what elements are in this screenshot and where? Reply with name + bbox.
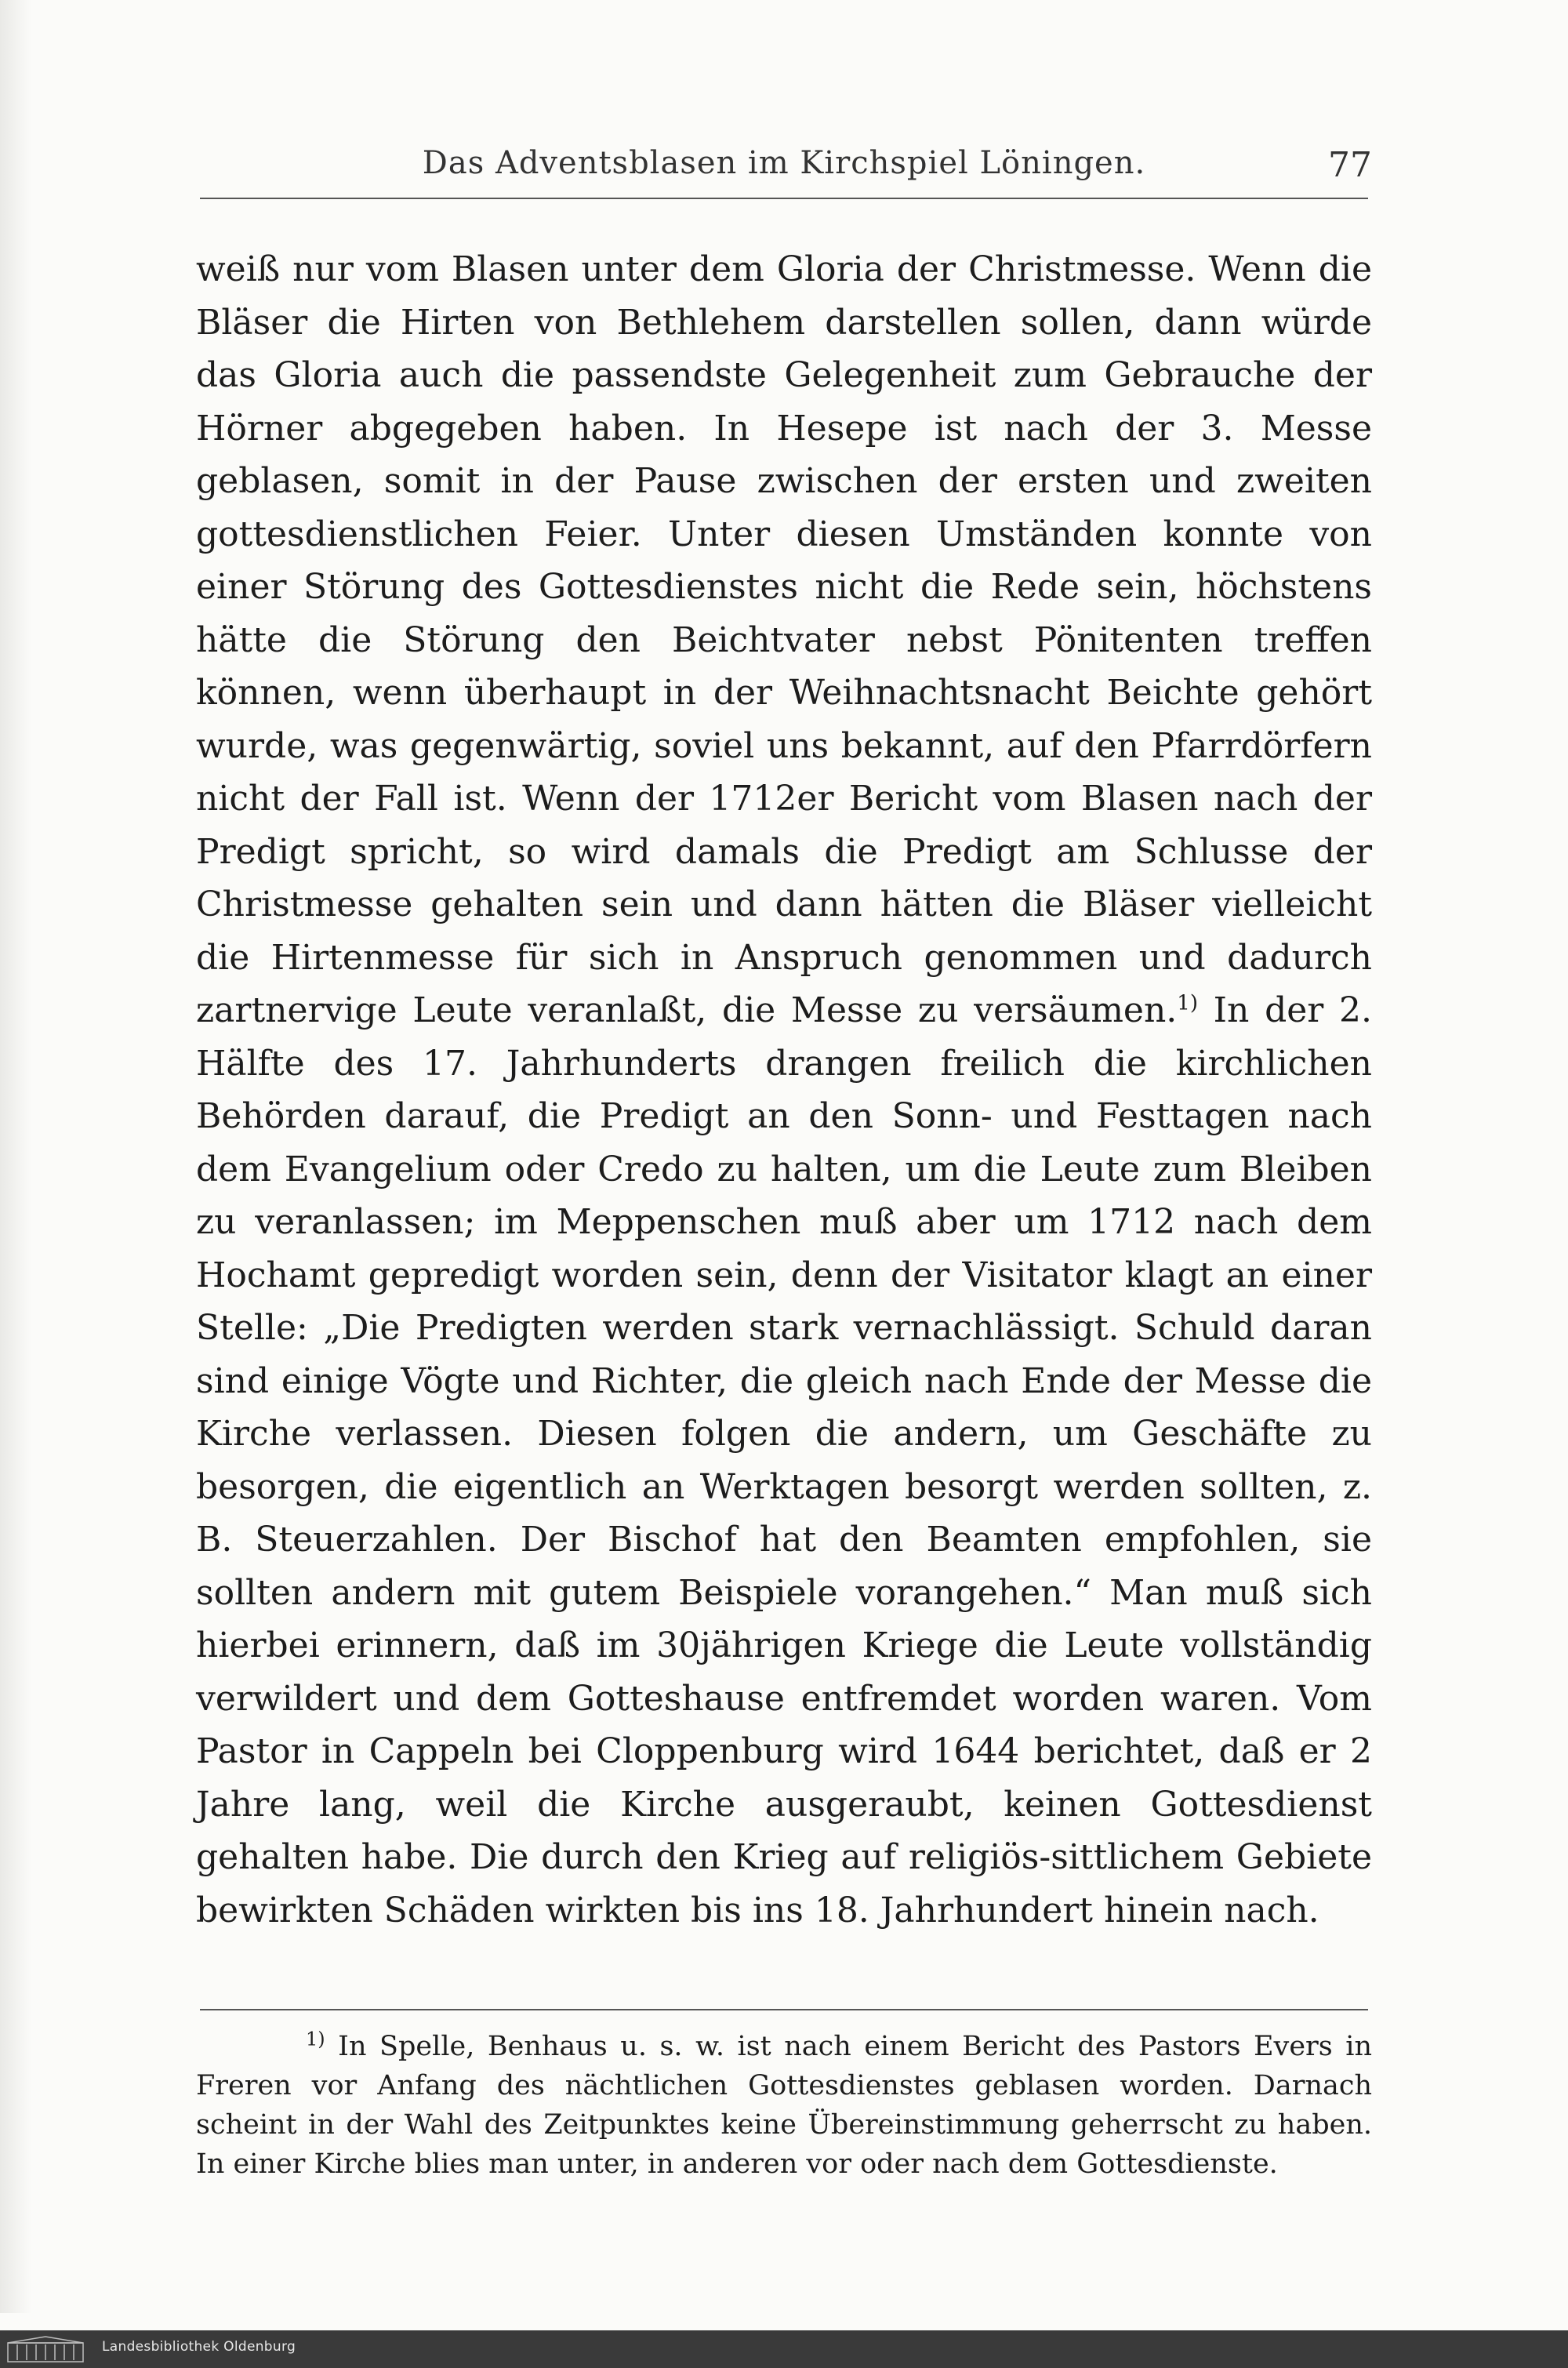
page-number: 77 bbox=[1328, 145, 1372, 185]
main-paragraph bbox=[196, 243, 1372, 1937]
library-name: Landesbibliothek Oldenburg bbox=[102, 2339, 296, 2355]
paragraph-part-1: weiß nur vom Blasen unter dem Gloria der Christmesse. Wenn die Bläser die Hirten von Bethlehem darstellen sollen, dann würde das Gloria auch die passendste Gelegenheit zum Gebrauche der Hörner abgegeben haben. In Hesepe ist nach der 3. Messe geblasen, somit in der Pause zwischen der ersten und zweiten gottesdienstlichen Feier. Unter diesen Umständen konnte von einer Störung des Gottesdienstes nicht die Rede sein, höchstens hätte die Störung den Beichtvater nebst Pönitenten treffen können, wenn überhaupt in der Weihnachtsnacht Beichte gehört wurde, was gegenwärtig, soviel uns bekannt, auf den Pfarrdörfern nicht der Fall ist. Wenn der 1712er Bericht vom Blasen nach der Predigt spricht, so wird damals die Predigt am Schlusse der Christmesse gehalten sein und dann hätten die Bläser vielleicht die Hirtenmesse für sich in Anspruch genommen und dadurch zartnervige Leute veranlaßt, die Messe zu versäumen. bbox=[196, 249, 1372, 1030]
footnote-marker: 1) bbox=[306, 2028, 325, 2050]
footnote-reference[interactable]: 1) bbox=[1177, 991, 1198, 1015]
footnote bbox=[196, 2027, 1372, 2184]
paragraph-part-2: In der 2. Hälfte des 17. Jahrhunderts drangen freilich die kirchlichen Behörden darauf, die Predigt an den Sonn- und Festtagen nach dem Evangelium oder Credo zu halten, um die Leute zum Bleiben zu veranlassen; im Meppenschen muß aber um 1712 nach dem Hochamt gepredigt worden sein, denn der Visitator klagt an einer Stelle: „Die Predigten werden stark vernachlässigt. Schuld daran sind einige Vögte und Richter, die gleich nach Ende der Messe die Kirche verlassen. Diesen folgen die andern, um Geschäfte zu besorgen, die eigentlich an Werktagen besorgt werden sollten, z. B. Steuerzahlen. Der Bischof hat den Beamten empfohlen, sie sollten andern mit gutem Beispiele vorangehen.“ Man muß sich hierbei erinnern, daß im 30jährigen Kriege die Leute vollständig verwildert und dem Gotteshause entfremdet worden waren. Vom Pastor in Cappeln bei Cloppenburg wird 1644 berichtet, daß er 2 Jahre lang, weil die Kirche ausgeraubt, keinen Gottesdienst gehalten habe. Die durch den Krieg auf religiös-sittlichem Gebiete bewirkten Schäden wirkten bis ins 18. Jahrhundert hinein nach. bbox=[196, 990, 1372, 1930]
header-rule bbox=[200, 198, 1368, 199]
running-head bbox=[196, 145, 1372, 192]
running-title: Das Adventsblasen im Kirchspiel Löningen. bbox=[422, 145, 1146, 181]
footnote-rule bbox=[200, 2009, 1368, 2010]
footnote-text: In Spelle, Benhaus u. s. w. ist nach einem Bericht des Pastors Evers in Freren vor Anfang des nächtlichen Gottesdienstes geblasen worden. Darnach scheint in der Wahl des Zeitpunktes keine Übereinstimmung geherrscht zu haben. In einer Kirche blies man unter, in anderen vor oder nach dem Gottesdienste. bbox=[196, 2031, 1372, 2180]
footnote-paragraph bbox=[196, 2027, 1372, 2184]
gutter-shadow bbox=[0, 0, 31, 2313]
library-building-icon bbox=[6, 2335, 85, 2363]
body-text bbox=[196, 243, 1372, 1937]
footer-bar bbox=[0, 2330, 1568, 2368]
